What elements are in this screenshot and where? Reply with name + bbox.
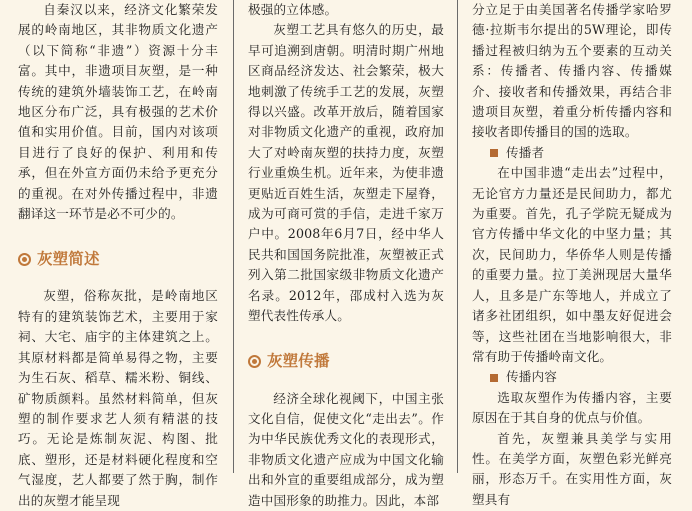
- text-column-2: [248, 0, 444, 508]
- aesthetics-paragraph: 首先，灰塑兼具美学与实用性。在美学方面，灰塑色彩光鲜亮丽，形态万千。在实用性方面，灰塑具有: [472, 430, 672, 507]
- subheading-content: [472, 367, 672, 387]
- subheading-text: 传播内容: [506, 369, 557, 385]
- section-heading-communication: [248, 341, 444, 383]
- column-divider: [233, 0, 234, 473]
- section-heading-overview: [18, 238, 218, 280]
- circle-bullet-icon: [248, 355, 261, 368]
- square-bullet-icon: [490, 374, 498, 382]
- subheading-text: 传播者: [506, 144, 545, 160]
- continued-paragraph: 极强的立体感。: [248, 2, 338, 17]
- content-paragraph: 选取灰塑作为传播内容，主要原因在于其自身的优点与价值。: [472, 389, 672, 426]
- square-bullet-icon: [490, 149, 498, 157]
- overview-paragraph: 灰塑，俗称灰批，是岭南地区特有的建筑装饰艺术，主要用于家祠、大宅、庙宇的主体建筑之上。其原材料都是简单易得之物，主要为生石灰、稻草、糯米粉、铜线、矿物质颜料。虽然材料简单，但灰塑的制作要求艺人须有精湛的技巧。无论是炼制灰泥、构图、批底、塑形，还是材料硬化程度和空气湿度，艺人都要了然于胸，制作出的灰塑才能呈现: [18, 288, 218, 508]
- history-paragraph: 灰塑工艺具有悠久的历史，最早可追溯到唐朝。明清时期广州地区商品经济发达、社会繁荣，极大地刺激了传统手工艺的发展，灰塑得以兴盛。改革开放后，随着国家对非物质文化遗产的重视，政府加大了对岭南灰塑的扶持力度，灰塑行业重焕生机。近年来，为使非遗更贴近百姓生活，灰塑走下屋脊，成为可商可赏的手信，走进千家万户中。2008年6月7日，经中华人民共和国国务院批准，灰塑被正式列入第二批国家级非物质文化遗产名录。2012年，邵成村入选为灰塑代表性传承人。: [248, 22, 444, 324]
- intro-paragraph: 自秦汉以来，经济文化繁荣发展的岭南地区，其非物质文化遗产（以下简称“非遗”）资源十分丰富。其中，非遗项目灰塑，是一种传统的建筑外墙装饰工艺，在岭南地区分布广泛，具有极强的艺术价值和实用价值。目前，国内对该项目进行了良好的保护、利用和传承，但在外宣方面仍未给予更充分的重视。在对外传播过程中，非遗翻译这一环节是必不可少的。: [18, 2, 218, 222]
- section-heading-text: 灰塑简述: [37, 250, 100, 269]
- column-divider: [457, 0, 458, 473]
- continued-paragraph: 分立足于由美国著名传播学家哈罗德·拉斯韦尔提出的5W理论，即传播过程被归纳为五个要素的互动关系：传播者、传播内容、传播媒介、接收者和传播效果，再结合非遗项目灰塑，着重分析传播内容和接收者即传播目的国的选取。: [472, 2, 672, 140]
- circle-bullet-icon: [18, 253, 31, 266]
- text-column-3: [472, 0, 672, 507]
- communication-paragraph: 经济全球化视阈下，中国主张文化自信，促使文化“走出去”。作为中华民族优秀文化的表现形式，非物质文化遗产应成为中国文化输出和外宣的重要组成部分，成为塑造中国形象的助推力。因此，本部: [248, 390, 444, 508]
- section-heading-text: 灰塑传播: [267, 352, 330, 371]
- subheading-communicator: [472, 143, 672, 163]
- text-column-1: [18, 0, 218, 508]
- communicator-paragraph: 在中国非遗“走出去”过程中，无论官方力量还是民间助力，都尤为重要。首先，孔子学院无疑成为官方传播中华文化的中坚力量；其次，民间助力，华侨华人则是传播的重要力量。拉丁美洲现居大量华人，且多是广东等地人，并成立了诸多社团组织，如中墨友好促进会等，这些社团在当地影响很大，非常有助于传播岭南文化。: [472, 165, 672, 364]
